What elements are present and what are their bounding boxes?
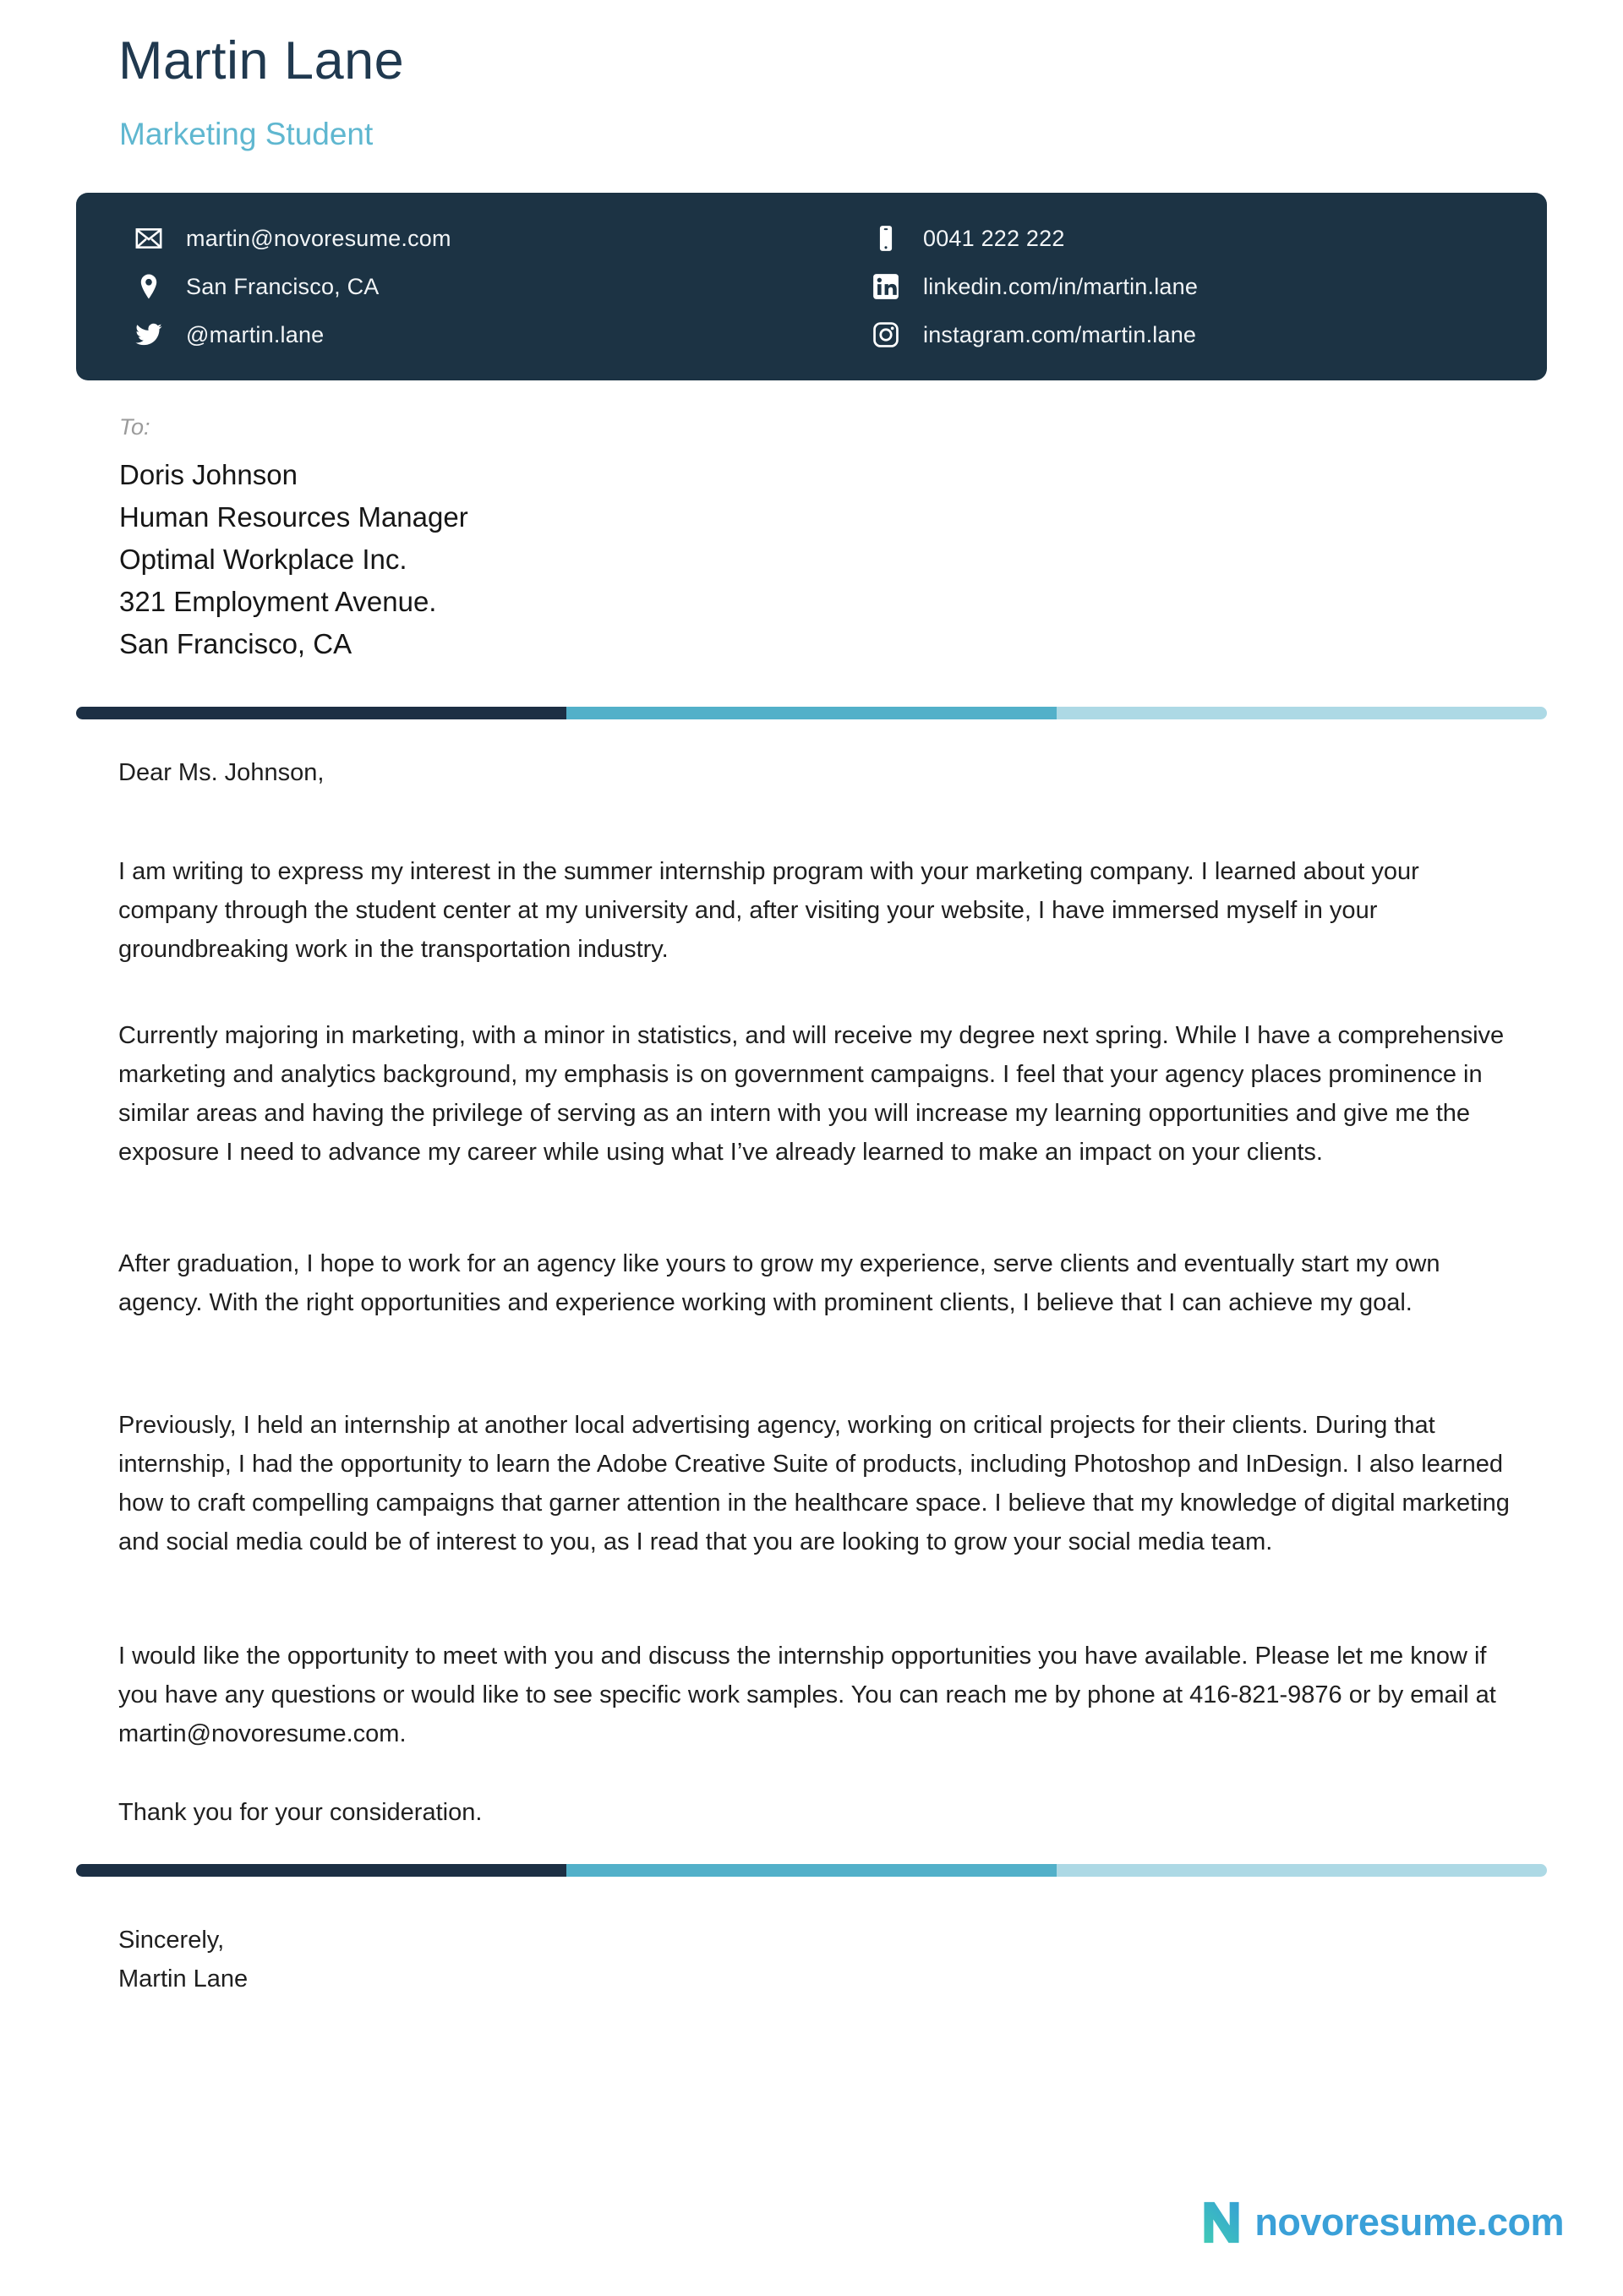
- contact-location: San Francisco, CA: [186, 273, 380, 299]
- divider-segment-teal: [566, 707, 1057, 719]
- recipient-address: 321 Employment Avenue.: [119, 586, 437, 617]
- recipient-company: Optimal Workplace Inc.: [119, 544, 407, 575]
- divider-segment-dark: [76, 1864, 566, 1877]
- footer-brand: [1197, 2196, 1564, 2249]
- contact-linkedin: linkedin.com/in/martin.lane: [923, 273, 1199, 299]
- recipient-city: San Francisco, CA: [119, 628, 352, 659]
- contact-phone: 0041 222 222: [923, 225, 1065, 251]
- contact-bar: [76, 193, 1547, 380]
- letter-paragraph: I would like the opportunity to meet with you and discuss the internship opportunities you have available. Please let me know if you have any questions or would like to see specific work samples. You can reach me by phone at 416-821-9876 or by email at martin@novoresume.com.: [118, 1643, 1496, 1747]
- divider-segment-dark: [76, 707, 566, 719]
- contact-row-twitter: [134, 316, 871, 353]
- letter-paragraph: Currently majoring in marketing, with a minor in statistics, and will receive my degree next spring. While I have a comprehensive marketing and analytics background, my emphasis is on government campaigns. I feel that your agency places prominence in similar areas and having the privilege of serving as an intern with you will increase my learning opportunities and give me the exposure I need to advance my career while using what I’ve already learned to make an impact on your clients.: [118, 1022, 1505, 1166]
- divider-segment-light: [1057, 1864, 1547, 1877]
- page-title: Martin Lane: [118, 31, 405, 90]
- contact-column-right: [871, 220, 1547, 353]
- divider-bottom: [76, 1864, 1547, 1877]
- instagram-icon: [871, 320, 901, 350]
- contact-row-linkedin: [871, 268, 1547, 305]
- novoresume-logo-icon: [1197, 2198, 1246, 2247]
- signature-name: Martin Lane: [118, 1965, 249, 1993]
- contact-email: martin@novoresume.com: [186, 225, 451, 251]
- letter-greeting: Dear Ms. Johnson,: [118, 759, 325, 786]
- linkedin-icon: [871, 271, 901, 302]
- contact-column-left: [134, 220, 871, 353]
- divider-segment-teal: [566, 1864, 1057, 1877]
- location-icon: [134, 271, 164, 302]
- email-icon: [134, 223, 164, 254]
- recipient-role: Human Resources Manager: [119, 501, 468, 533]
- footer-brand-text: novoresume.com: [1254, 2200, 1564, 2244]
- recipient-block: [119, 414, 468, 665]
- recipient-name: Doris Johnson: [119, 459, 298, 490]
- to-label: To:: [119, 414, 150, 440]
- phone-icon: [871, 223, 901, 254]
- divider-top: [76, 707, 1547, 719]
- contact-row-instagram: [871, 316, 1547, 353]
- divider-segment-light: [1057, 707, 1547, 719]
- signoff-word: Sincerely,: [118, 1927, 225, 1954]
- job-title: Marketing Student: [119, 117, 374, 151]
- signature-block: [118, 1921, 1520, 1998]
- contact-row-email: [134, 220, 871, 257]
- letter-closing-line: Thank you for your consideration.: [118, 1799, 483, 1826]
- contact-row-location: [134, 268, 871, 305]
- letter-paragraph: I am writing to express my interest in the summer internship program with your marketing company. I learned about your company through the student center at my university and, after visiting your website, I have immersed myself in your groundbreaking work in the transportation industry.: [118, 858, 1419, 963]
- contact-instagram: instagram.com/martin.lane: [923, 321, 1197, 347]
- contact-twitter: @martin.lane: [186, 321, 325, 347]
- letter-paragraph: After graduation, I hope to work for an agency like yours to grow my experience, serve clients and eventually start my own agency. With the right opportunities and experience working with prominent clients, I believe that I can achieve my goal.: [118, 1250, 1440, 1316]
- letter-paragraph: Previously, I held an internship at another local advertising agency, working on critical projects for their clients. During that internship, I had the opportunity to learn the Adobe Creative Suite of products, including Photoshop and InDesign. I also learned how to craft compelling campaigns that garner attention in the healthcare space. I believe that my knowledge of digital marketing and social media could be of interest to you, as I read that you are looking to grow your social media team.: [118, 1412, 1510, 1555]
- contact-row-phone: [871, 220, 1547, 257]
- twitter-icon: [134, 320, 164, 350]
